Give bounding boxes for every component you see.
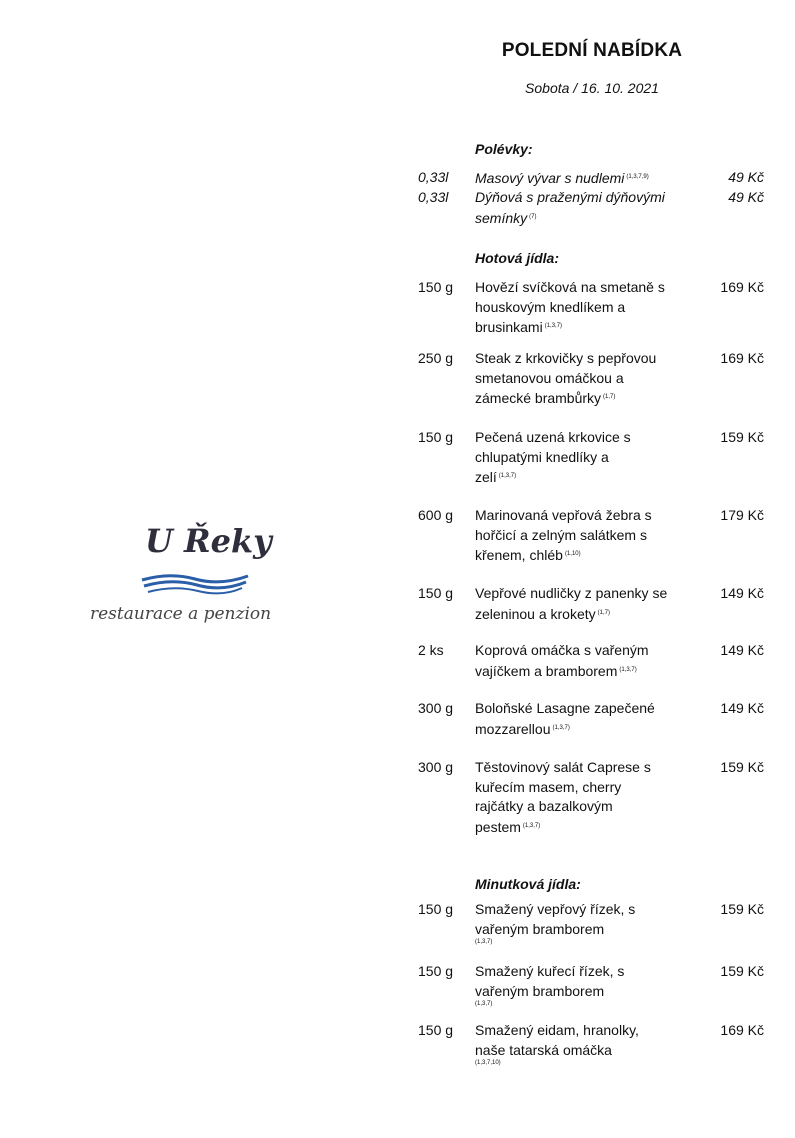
- item-price: 149 Kč: [720, 642, 764, 658]
- item-name: Vepřové nudličky z panenky se zeleninou a krokety: [475, 585, 668, 622]
- item-qty: 0,33l: [418, 189, 449, 205]
- item-allergens: (1,3,7,9): [626, 174, 649, 180]
- item-price: 49 Kč: [728, 189, 764, 205]
- item-qty: 150 g: [418, 963, 454, 979]
- item-price: 159 Kč: [720, 429, 764, 445]
- item-name: Hovězí svíčková na smetaně s houskovým knedlíkem a brusinkami: [475, 279, 665, 335]
- item-qty: 0,33l: [418, 169, 449, 185]
- item-qty: 150 g: [418, 429, 454, 445]
- item-price: 169 Kč: [720, 279, 764, 295]
- menu-date: Sobota / 16. 10. 2021: [525, 80, 659, 96]
- section-minute-meals-title: Minutková jídla:: [475, 876, 581, 892]
- waves-icon: [140, 570, 250, 598]
- section-soups-title: Polévky:: [475, 141, 533, 157]
- item-allergens: (1,3,7,10): [475, 1060, 501, 1066]
- item-allergens: (1,3,7): [522, 822, 541, 829]
- item-name: Smažený eidam, hranolky, naše tatarská omáčka: [475, 1022, 639, 1058]
- logo-name: U Řeky: [145, 522, 272, 560]
- item-price: 149 Kč: [720, 585, 764, 601]
- item-name: Koprová omáčka s vařeným vajíčkem a bramborem: [475, 642, 649, 679]
- item-name: Těstovinový salát Caprese s kuřecím masem, cherry rajčátky a bazalkovým pestem: [475, 759, 651, 835]
- item-allergens: (7): [529, 213, 537, 220]
- item-price: 49 Kč: [728, 169, 764, 185]
- item-allergens: (1,7): [603, 394, 616, 400]
- section-ready-meals-title: Hotová jídla:: [475, 250, 560, 266]
- item-qty: 150 g: [418, 1022, 454, 1038]
- item-allergens: (1,10): [564, 551, 581, 557]
- item-qty: 150 g: [418, 901, 454, 917]
- item-price: 159 Kč: [720, 963, 764, 979]
- item-allergens: (1,3,7): [475, 1001, 493, 1007]
- item-name: Masový vývar s nudlemi: [475, 170, 625, 186]
- item-qty: 150 g: [418, 585, 454, 601]
- item-name: Dýňová s praženými dýňovými semínky: [475, 189, 665, 226]
- item-allergens: (1,7): [597, 609, 610, 616]
- item-price: 179 Kč: [720, 507, 764, 523]
- item-name: Marinovaná vepřová žebra s hořčicí a zelným salátkem s křenem, chléb: [475, 507, 652, 563]
- menu-title: POLEDNÍ NABÍDKA: [501, 40, 683, 61]
- item-qty: 150 g: [418, 279, 454, 295]
- item-name: Pečená uzená krkovice s chlupatými knedlíky a zelí: [475, 429, 631, 485]
- item-qty: 250 g: [418, 350, 454, 366]
- item-qty: 300 g: [418, 700, 454, 716]
- restaurant-logo: [85, 520, 305, 640]
- item-price: 149 Kč: [720, 700, 764, 716]
- item-name: Smažený kuřecí řízek, s vařeným bramborem: [475, 963, 625, 999]
- item-price: 159 Kč: [720, 759, 764, 775]
- item-qty: 300 g: [418, 759, 454, 775]
- item-name: Steak z krkovičky s pepřovou smetanovou omáčkou a zámecké brambůrky: [475, 350, 657, 406]
- item-price: 159 Kč: [720, 901, 764, 917]
- item-allergens: (1,3,7): [552, 724, 570, 731]
- item-allergens: (1,3,7): [619, 666, 637, 673]
- item-allergens: (1,3,7): [475, 939, 493, 945]
- item-price: 169 Kč: [720, 1022, 764, 1038]
- item-price: 169 Kč: [720, 350, 764, 366]
- item-name: Smažený vepřový řízek, s vařeným bramborem: [475, 901, 636, 937]
- item-qty: 2 ks: [418, 642, 444, 658]
- item-allergens: (1,3,7): [498, 473, 517, 479]
- item-allergens: (1,3,7): [544, 323, 563, 329]
- item-qty: 600 g: [418, 507, 454, 523]
- item-name: Boloňské Lasagne zapečené mozzarellou: [475, 700, 655, 737]
- logo-subtitle: restaurace a penzion: [90, 604, 272, 624]
